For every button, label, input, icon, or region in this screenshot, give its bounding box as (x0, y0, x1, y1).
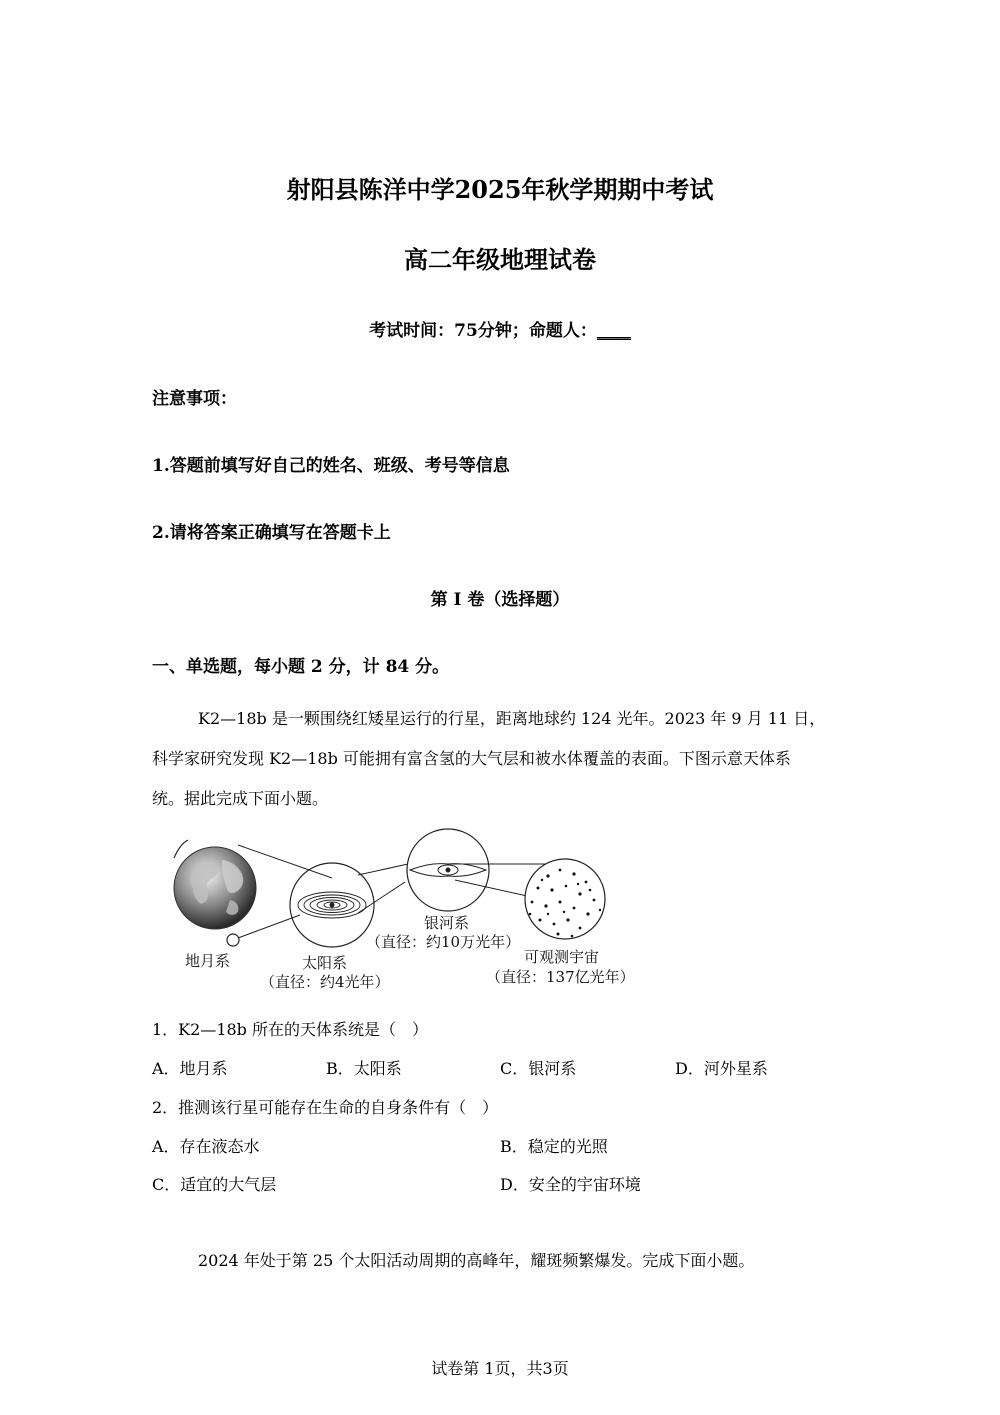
option-a[interactable]: A．地月系 (152, 1059, 228, 1078)
option-c[interactable]: C．适宜的大气层 (152, 1175, 277, 1194)
volume-title: 第 I 卷（选择题） (430, 590, 570, 610)
page-footer: 试卷第 1页，共3页 (431, 1359, 569, 1378)
option-b[interactable]: B．稳定的光照 (500, 1137, 608, 1156)
notice-item: 2.请将答案正确填写在答题卡上 (152, 523, 391, 543)
notice-heading: 注意事项： (152, 389, 237, 409)
galaxy-icon (407, 829, 489, 911)
exam-title: 射阳县陈洋中学2025年秋学期期中考试 (286, 175, 714, 204)
moon-icon (227, 934, 239, 946)
passage-2: 2024 年处于第 25 个太阳活动周期的高峰年，耀斑频繁爆发。完成下面小题。 (198, 1251, 755, 1270)
question-stem: 2．推测该行星可能存在生命的自身条件有（ ） (152, 1098, 499, 1117)
label-universe: 可观测宇宙 (524, 948, 600, 966)
earth-icon (174, 847, 256, 929)
label-solar-diameter: （直径：约4光年） (260, 973, 390, 991)
exam-subtitle: 高二年级地理试卷 (404, 245, 596, 274)
celestial-system-figure (160, 820, 660, 995)
option-d[interactable]: D．河外星系 (675, 1059, 768, 1078)
part-title: 一、单选题，每小题 2 分，计 84 分。 (152, 657, 450, 677)
option-d[interactable]: D．安全的宇宙环境 (500, 1175, 641, 1194)
exam-info-text: 考试时间：75分钟；命题人： (369, 321, 597, 341)
passage-line: K2—18b 是一颗围绕红矮星运行的行星，距离地球约 124 光年。2023 年 9 月 11 日， (198, 709, 826, 728)
passage-line: 科学家研究发现 K2—18b 可能拥有富含氢的大气层和被水体覆盖的表面。下图示意天体系 (152, 749, 791, 768)
option-b[interactable]: B．太阳系 (326, 1059, 402, 1078)
option-c[interactable]: C．银河系 (500, 1059, 577, 1078)
option-a[interactable]: A．存在液态水 (152, 1137, 260, 1156)
exam-info (0, 316, 1000, 341)
label-galaxy: 银河系 (424, 914, 470, 932)
question-stem: 1．K2—18b 所在的天体系统是（ ） (152, 1020, 429, 1039)
universe-icon (525, 859, 605, 939)
label-solar-system: 太阳系 (302, 954, 348, 972)
connector-lines (238, 845, 562, 938)
label-galaxy-diameter: （直径：约10万光年） (366, 933, 521, 951)
passage-line: 统。据此完成下面小题。 (152, 789, 329, 808)
solar-system-icon (290, 863, 374, 947)
label-universe-diameter: （直径：137亿光年） (486, 968, 635, 986)
orbit-arc-mark (174, 840, 188, 858)
label-earth-moon: 地月系 (185, 952, 231, 970)
author-blank: ____ (596, 321, 631, 341)
notice-item: 1.答题前填写好自己的姓名、班级、考号等信息 (152, 456, 510, 476)
